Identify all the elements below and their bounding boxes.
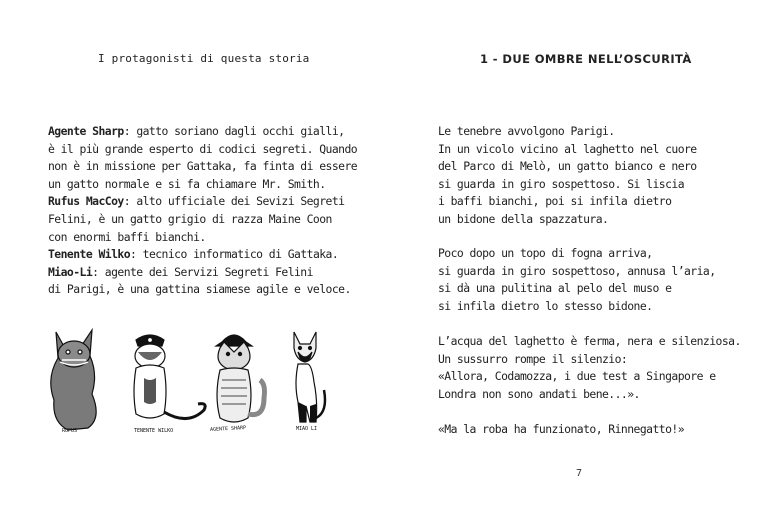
paragraph-line: «Allora, Codamozza, i due test a Singapore e: [438, 369, 716, 384]
character-description: : gatto soriano dagli occhi gialli,: [123, 124, 345, 138]
paragraph-line: si guarda in giro sospettoso. Si liscia: [438, 176, 685, 191]
chapter-title: 1 - DUE OMBRE NELL’OSCURITÀ: [480, 52, 692, 66]
rufus-cat-illustration: [51, 330, 96, 430]
character-list: [48, 123, 357, 299]
character-line: con enormi baffi bianchi.: [48, 229, 206, 244]
sharp-cat-illustration: [216, 335, 265, 422]
paragraph-line: Le tenebre avvolgono Parigi.: [438, 124, 615, 138]
character-line: [48, 246, 357, 264]
paragraph-line: Un sussurro rompe il silenzio:: [438, 351, 628, 366]
right-page: [384, 0, 768, 526]
paragraph-line: si infila dietro lo stesso bidone.: [438, 298, 653, 313]
character-line: [48, 264, 357, 282]
wilko-label: TENENTE WILKO: [134, 428, 174, 434]
character-line: Felini, è un gatto grigio di razza Maine Coon: [48, 211, 332, 226]
page-number: 7: [576, 468, 583, 479]
character-line: un gatto normale e si fa chiamare Mr. Smith.: [48, 176, 326, 191]
paragraph-line: si guarda in giro sospettoso, annusa l’aria,: [438, 263, 716, 278]
characters-illustration: [38, 322, 338, 440]
paragraph-line: In un vicolo vicino al laghetto nel cuore: [438, 141, 697, 156]
character-line: è il più grande esperto di codici segreti. Quando: [48, 141, 358, 156]
character-description: : agente dei Servizi Segreti Felini: [92, 264, 313, 279]
paragraph-line: del Parco di Melò, un gatto bianco e nero: [438, 159, 697, 174]
character-name: Tenente Wilko: [48, 247, 131, 262]
character-description: : tecnico informatico di Gattaka.: [130, 247, 339, 262]
cats-drawing: [38, 322, 338, 440]
paragraph-line: un bidone della spazzatura.: [438, 211, 609, 226]
character-line: non è in missione per Gattaka, fa finta di essere: [48, 159, 358, 174]
paragraph-line: si dà una pulitina al pelo del muso e: [438, 281, 672, 296]
character-description: : alto ufficiale dei Sevizi Segreti: [123, 194, 345, 209]
paragraph-line: i baffi bianchi, poi si infila dietro: [438, 194, 672, 209]
miao-li-cat-illustration: [294, 332, 325, 422]
paragraph-line: L’acqua del laghetto è ferma, nera e silenziosa.: [438, 334, 741, 348]
paragraph-line: Poco dopo un topo di fogna arriva,: [438, 246, 653, 260]
character-line: [48, 193, 357, 211]
paragraph: [438, 333, 741, 403]
paragraph-line: «Ma la roba ha funzionato, Rinnegatto!»: [438, 422, 685, 436]
miao-li-label: MIAO LI: [296, 426, 318, 432]
wilko-cat-illustration: [134, 335, 205, 419]
character-name: Agente Sharp: [48, 124, 124, 138]
character-line: di Parigi, è una gattina siamese agile e veloce.: [48, 282, 351, 297]
sharp-label: AGENTE SHARP: [209, 425, 247, 433]
paragraph: [438, 123, 697, 229]
left-page-heading: I protagonisti di questa storia: [98, 52, 310, 65]
character-name: Miao-Li: [48, 264, 93, 279]
paragraph-line: Londra non sono andati bene...».: [438, 386, 640, 401]
character-line: [48, 123, 357, 141]
paragraph: [438, 421, 684, 439]
paragraph: [438, 245, 716, 315]
rufus-label: RUFUS: [62, 428, 78, 434]
character-name: Rufus MacCoy: [48, 194, 124, 209]
